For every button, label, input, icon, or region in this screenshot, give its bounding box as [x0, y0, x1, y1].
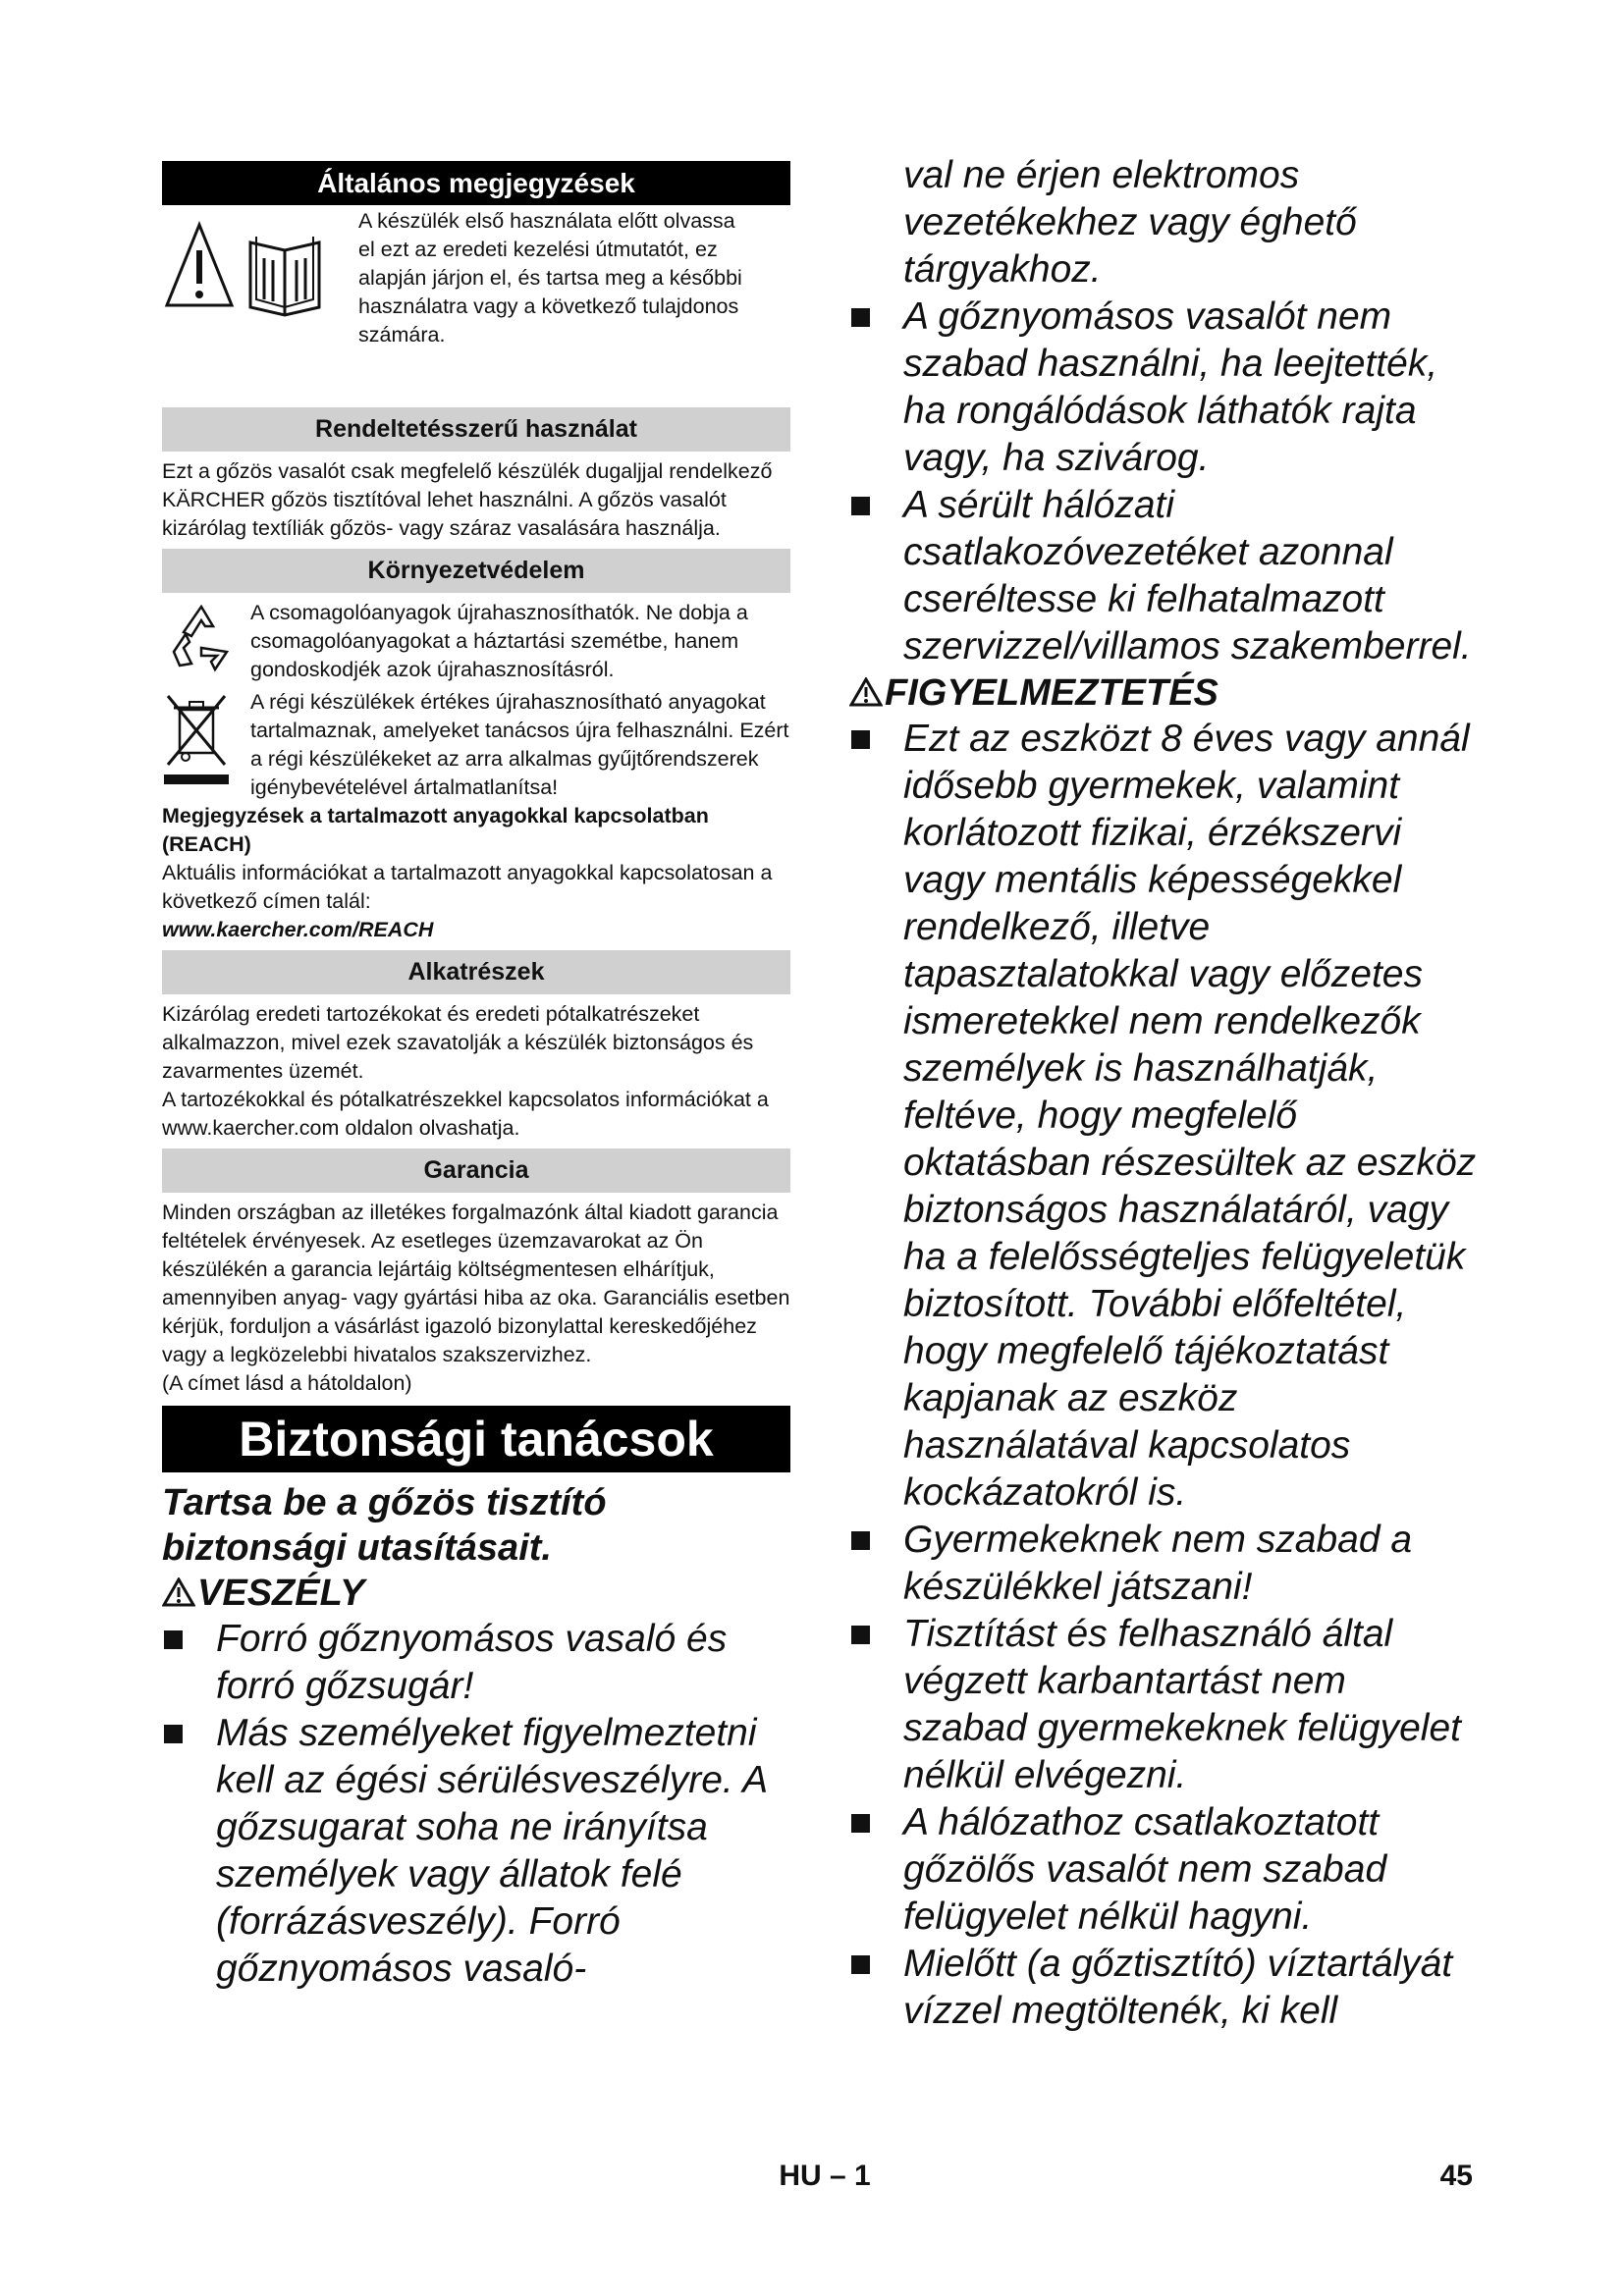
heading-safety: Biztonsági tanácsok: [162, 1406, 790, 1472]
danger-list: [162, 1616, 790, 1993]
danger-continuation: val ne érjen elektromos vezetékekhez vagy éghető tárgyakhoz.: [903, 154, 1357, 291]
footer-page-number: 45: [1439, 2160, 1473, 2192]
old-devices-block: [162, 688, 790, 802]
warning-item-text: A hálózathoz csatlakoztatott gőzölős vasalót nem szabad felügyelet nélkül hagyni.: [903, 1801, 1387, 1938]
danger-heading: [162, 1571, 790, 1616]
warning-label: FIGYELMEZTETÉS: [885, 672, 1218, 714]
bullet-square-icon: [851, 1814, 870, 1833]
warning-item-text: Gyermekeknek nem szabad a készülékkel játszani!: [903, 1519, 1413, 1608]
heading-parts: Alkatrészek: [162, 950, 790, 994]
bullet-square-icon: [851, 1531, 870, 1550]
list-item: [849, 716, 1478, 1517]
list-item: [162, 1616, 790, 1710]
danger-item-text: A gőznyomásos vasalót nem szabad használni, ha leejtették, ha rongálódások láthatók rajta vagy, ha szivárog.: [903, 295, 1438, 479]
right-column: [849, 152, 1478, 2035]
packaging-text: A csomagolóanyagok újrahasznosíthatók. Ne dobja a csomagolóanyagokat a háztartási szemétbe, hanem gondoskodjék azok újrahasznosításról.: [250, 601, 748, 681]
bullet-square-icon: [164, 1630, 183, 1649]
bullet-square-icon: [851, 730, 870, 749]
reach-url[interactable]: www.kaercher.com/REACH: [162, 918, 434, 941]
list-item: [849, 482, 1478, 670]
bullet-square-icon: [164, 1725, 183, 1743]
bullet-square-icon: [851, 1955, 870, 1974]
heading-environment: Környezetvédelem: [162, 549, 790, 593]
warning-heading: [849, 670, 1478, 716]
bullet-square-icon: [851, 1626, 870, 1644]
intended-use-text: Ezt a gőzös vasalót csak megfelelő készülék dugaljjal rendelkező KÄRCHER gőzös tisztítóval lehet használni. A gőzös vasalót kizárólag textíliák gőzös- vagy száraz vasalására használja.: [162, 459, 773, 540]
warranty-text: Minden országban az illetékes forgalmazónk által kiadott garancia feltételek érvényesek. Az esetleges üzemzavarokat az Ön készülékén a garancia lejártáig költségmentesen elhárítjuk, amennyiben anyag- vagy gyártási hiba az oka. Garanciális esetben kérjük, forduljon a vásárlást igazoló bizonylattal kereskedőjéhez vagy a legközelebbi hivatalos szakszervizhez.: [162, 1201, 790, 1366]
intro-icons: [162, 213, 358, 331]
heading-general: Általános megjegyzések: [162, 161, 790, 205]
list-item: [162, 1710, 790, 1993]
safety-subtitle: Tartsa be a gőzös tisztító biztonsági utasításait.: [162, 1482, 607, 1569]
warranty-note: (A címet lásd a hátoldalon): [162, 1371, 412, 1395]
warning-list: [849, 716, 1478, 2035]
list-item: [849, 294, 1478, 482]
packaging-block: [162, 599, 790, 684]
bullet-square-icon: [851, 497, 870, 515]
bullet-square-icon: [851, 308, 870, 327]
weee-bin-icon: [162, 690, 231, 788]
right-danger-list: [849, 294, 1478, 670]
danger-item-text: A sérült hálózati csatlakozóvezetéket azonnal cseréltesse ki felhatalmazott szervizzel/villamos szakemberrel.: [903, 484, 1472, 667]
general-text: A készülék első használata előtt olvassa el ezt az eredeti kezelési útmutatót, ez alapján járjon el, és tartsa meg a későbbi használatra vagy a következő tulajdonos számára.: [358, 209, 742, 347]
list-item: [849, 1799, 1478, 1941]
list-item: [849, 1517, 1478, 1611]
reach-title: Megjegyzések a tartalmazott anyagokkal kapcsolatban (REACH): [162, 804, 709, 856]
warning-manual-icon: [162, 213, 358, 331]
warning-item-text: Ezt az eszközt 8 éves vagy annál idősebb gyermekek, valamint korlátozott fizikai, érzékszervi vagy mentális képességekkel rendelkező, illetve tapasztalatokkal vagy előzetes ismeretekkel nem rendelkezők személyek is használhatják, feltéve, hogy megfelelő oktatásban részesültek az eszköz biztonságos használatáról, vagy ha a felelősségteljes felügyeletük biztosított. További előfeltétel, hogy megfelelő tájékoztatást kapjanak az eszköz használatával kapcsolatos kockázatokról is.: [903, 718, 1477, 1514]
danger-item-text: Más személyeket figyelmeztetni kell az égési sérülésveszélyre. A gőzsugarat soha ne irányítsa személyek vagy állatok felé (forrázásveszély). Forró gőznyomásos vasaló-: [216, 1712, 767, 1990]
warning-item-text: Mielőtt (a gőztisztító) víztartályát vízzel megtöltenék, ki kell: [903, 1943, 1453, 2032]
warning-triangle-icon: [849, 677, 883, 707]
heading-warranty: Garancia: [162, 1148, 790, 1193]
danger-label: VESZÉLY: [197, 1573, 365, 1614]
warning-triangle-icon: [162, 1577, 195, 1607]
old-devices-text: A régi készülékek értékes újrahasznosítható anyagokat tartalmaznak, amelyeket tanácsos újra felhasználni. Ezért a régi készülékeket az arra alkalmas gyűjtőrendszerek igénybevételével ártalmatlanítsa!: [250, 690, 789, 799]
danger-item-text: Forró gőznyomásos vasaló és forró gőzsugár!: [216, 1618, 728, 1707]
parts-text-1: Kizárólag eredeti tartozékokat és eredeti pótalkatrészeket alkalmazzon, mivel ezek szavatolják a készülék biztonságos és zavarmentes üzemét.: [162, 1002, 754, 1083]
warning-item-text: Tisztítást és felhasználó által végzett karbantartást nem szabad gyermekeknek felügyelet nélkül elvégezni.: [903, 1613, 1461, 1796]
list-item: [849, 1611, 1478, 1799]
parts-text-2: A tartozékokkal és pótalkatrészekkel kapcsolatos információkat a www.kaercher.com oldalon olvashatja.: [162, 1088, 769, 1140]
recycle-icon: [162, 601, 241, 674]
list-item: [849, 1941, 1478, 2035]
intro-block: [162, 205, 790, 401]
reach-text: Aktuális információkat a tartalmazott anyagokkal kapcsolatosan a következő címen talál:: [162, 861, 773, 913]
left-column: [162, 161, 790, 1993]
footer-section-label: HU – 1: [779, 2160, 871, 2192]
heading-intended-use: Rendeltetésszerű használat: [162, 407, 790, 452]
